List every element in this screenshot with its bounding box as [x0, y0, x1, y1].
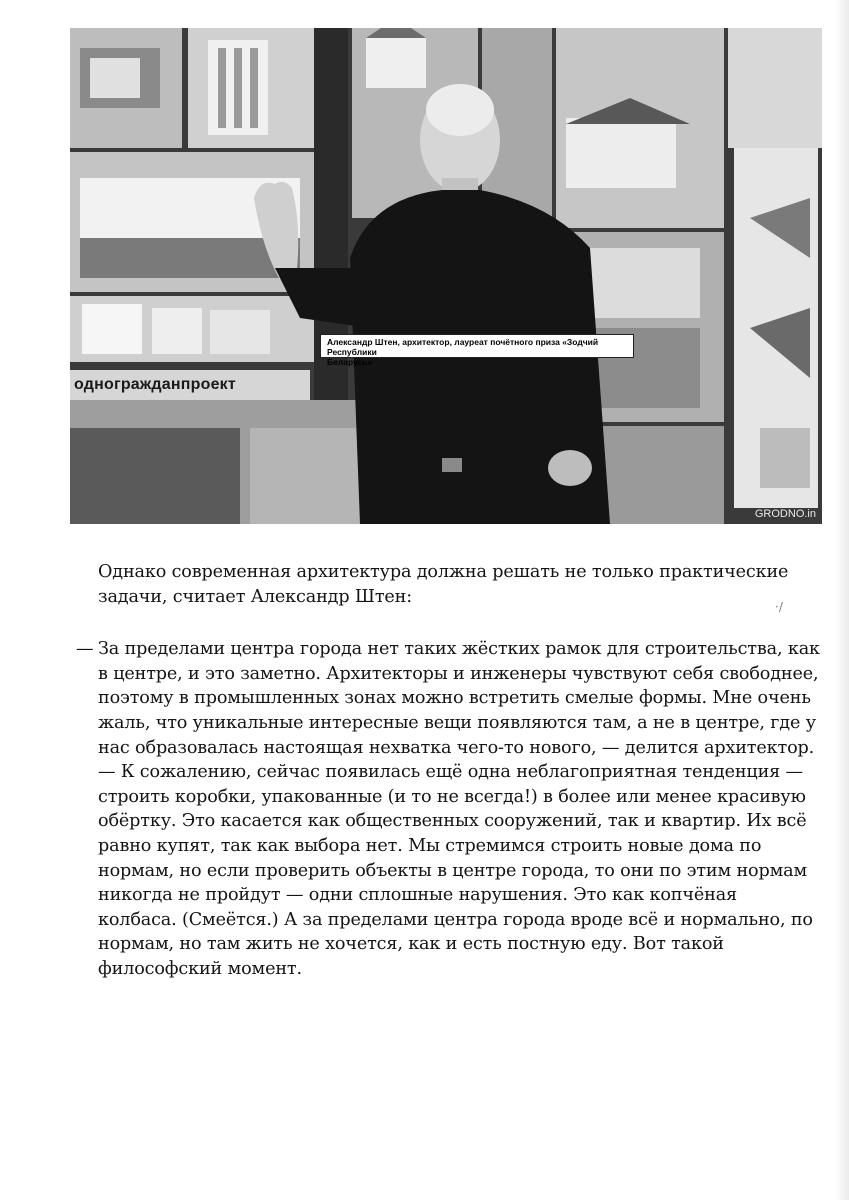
intro-line: задачи, считает Александр Штен:	[98, 586, 413, 607]
quote-line: — К сожалению, сейчас появилась ещё одна неблагоприятная тенденция —	[98, 762, 803, 783]
photo-caption-line: Беларусь»	[327, 357, 373, 367]
quote-line: философский момент.	[98, 958, 302, 979]
article-body	[76, 560, 828, 982]
quote-line: нас образовалась настоящая нехватка чего-то нового, — делится архитектор.	[98, 737, 815, 758]
quote-line: поэтому в промышленных зонах можно встретить смелые формы. Мне очень	[98, 688, 811, 709]
quote-line: жаль, что уникальные интересные вещи появляются там, а не в центре, где у	[98, 712, 816, 733]
quote-line: никогда не пройдут — одни сплошные нарушения. Это как копчёная	[98, 885, 737, 906]
quote-line: обёртку. Это касается как общественных сооружений, так и квартир. Их всё	[98, 811, 807, 832]
scan-edge-shadow	[835, 0, 849, 1200]
quote-line: За пределами центра города нет таких жёстких рамок для строительства, как	[98, 639, 820, 660]
intro-line: Однако современная архитектура должна решать не только практические	[98, 562, 789, 582]
quote-line: строить коробки, упакованные (и то не всегда!) в более или менее красивую	[98, 786, 806, 807]
quote-paragraph	[76, 637, 828, 981]
quote-line: нормам, но если проверить объекты в центре города, то они по этим нормам	[98, 860, 808, 881]
intro-paragraph	[98, 560, 828, 609]
scan-artifact: ·/	[775, 600, 783, 614]
quote-line: равно купят, так как выбора нет. Мы стремимся строить новые дома по	[98, 835, 762, 856]
quote-line: колбаса. (Смеётся.) А за пределами центра города вроде всё и нормально, по	[98, 909, 813, 930]
photo-caption	[320, 334, 634, 367]
quote-line: в центре, и это заметно. Архитекторы и инженеры чувствуют себя свободнее,	[98, 663, 819, 684]
photo-illustration	[70, 28, 822, 524]
photo-watermark: GRODNO.in	[754, 508, 816, 520]
company-sign: одногражданпроект	[70, 370, 310, 400]
photo-caption-line: Александр Штен, архитектор, лауреат почётного приза «Зодчий Республики	[327, 337, 599, 357]
article-photo	[70, 28, 822, 524]
quote-dash: —	[76, 639, 94, 660]
quote-line: нормам, но там жить не хочется, как и есть постную еду. Вот такой	[98, 934, 724, 955]
